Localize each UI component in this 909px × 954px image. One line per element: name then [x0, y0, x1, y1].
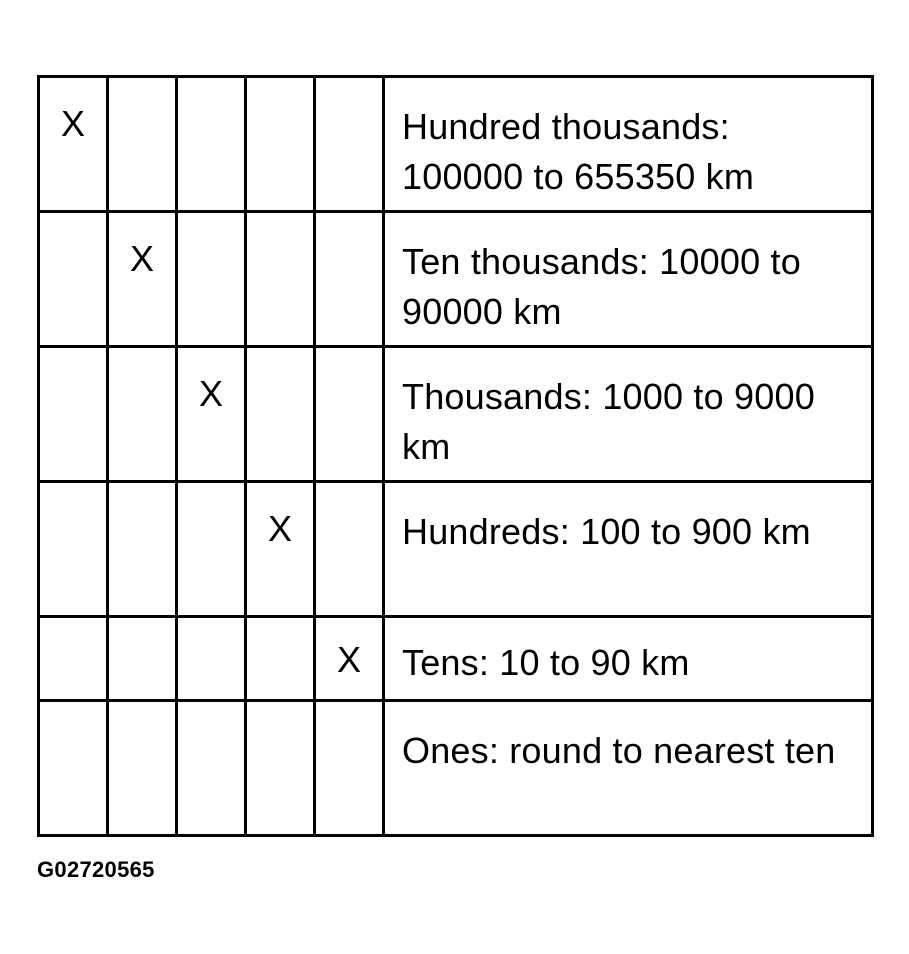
- digit-4-cell: [246, 482, 315, 617]
- table-row: [39, 347, 873, 482]
- digit-2-cell: [108, 212, 177, 347]
- x-mark: X: [198, 373, 223, 414]
- digit-1-cell: [39, 212, 108, 347]
- digit-5-cell: [315, 77, 384, 212]
- digit-5-cell: [315, 701, 384, 836]
- description-cell: Thousands: 1000 to 9000 km: [384, 347, 873, 482]
- digit-1-cell: [39, 347, 108, 482]
- table-row: [39, 701, 873, 836]
- digit-3-cell: [177, 347, 246, 482]
- description-cell: Tens: 10 to 90 km: [384, 617, 873, 701]
- digit-2-cell: [108, 617, 177, 701]
- digit-5-cell: [315, 482, 384, 617]
- digit-2-cell: [108, 482, 177, 617]
- odometer-digit-table: [37, 75, 874, 837]
- description-cell: Hundreds: 100 to 900 km: [384, 482, 873, 617]
- digit-2-cell: [108, 77, 177, 212]
- digit-4-cell: [246, 77, 315, 212]
- digit-1-cell: [39, 77, 108, 212]
- figure-code: G02720565: [37, 857, 155, 882]
- digit-1-cell: [39, 701, 108, 836]
- digit-2-cell: [108, 701, 177, 836]
- digit-3-cell: [177, 701, 246, 836]
- digit-1-cell: [39, 482, 108, 617]
- digit-4-cell: [246, 701, 315, 836]
- x-mark: X: [267, 508, 292, 549]
- digit-3-cell: [177, 482, 246, 617]
- x-mark: X: [60, 103, 85, 144]
- digit-4-cell: [246, 347, 315, 482]
- digit-5-cell: [315, 617, 384, 701]
- table-row: [39, 617, 873, 701]
- digit-3-cell: [177, 617, 246, 701]
- digit-4-cell: [246, 617, 315, 701]
- table-row: [39, 77, 873, 212]
- description-cell: Ten thousands: 10000 to 90000 km: [384, 212, 873, 347]
- x-mark: X: [129, 238, 154, 279]
- description-cell: Hundred thousands: 100000 to 655350 km: [384, 77, 873, 212]
- table-row: [39, 482, 873, 617]
- digit-2-cell: [108, 347, 177, 482]
- digit-5-cell: [315, 212, 384, 347]
- digit-3-cell: [177, 212, 246, 347]
- description-cell: Ones: round to nearest ten: [384, 701, 873, 836]
- x-mark: X: [336, 639, 361, 680]
- digit-3-cell: [177, 77, 246, 212]
- table-row: [39, 212, 873, 347]
- digit-1-cell: [39, 617, 108, 701]
- digit-5-cell: [315, 347, 384, 482]
- digit-4-cell: [246, 212, 315, 347]
